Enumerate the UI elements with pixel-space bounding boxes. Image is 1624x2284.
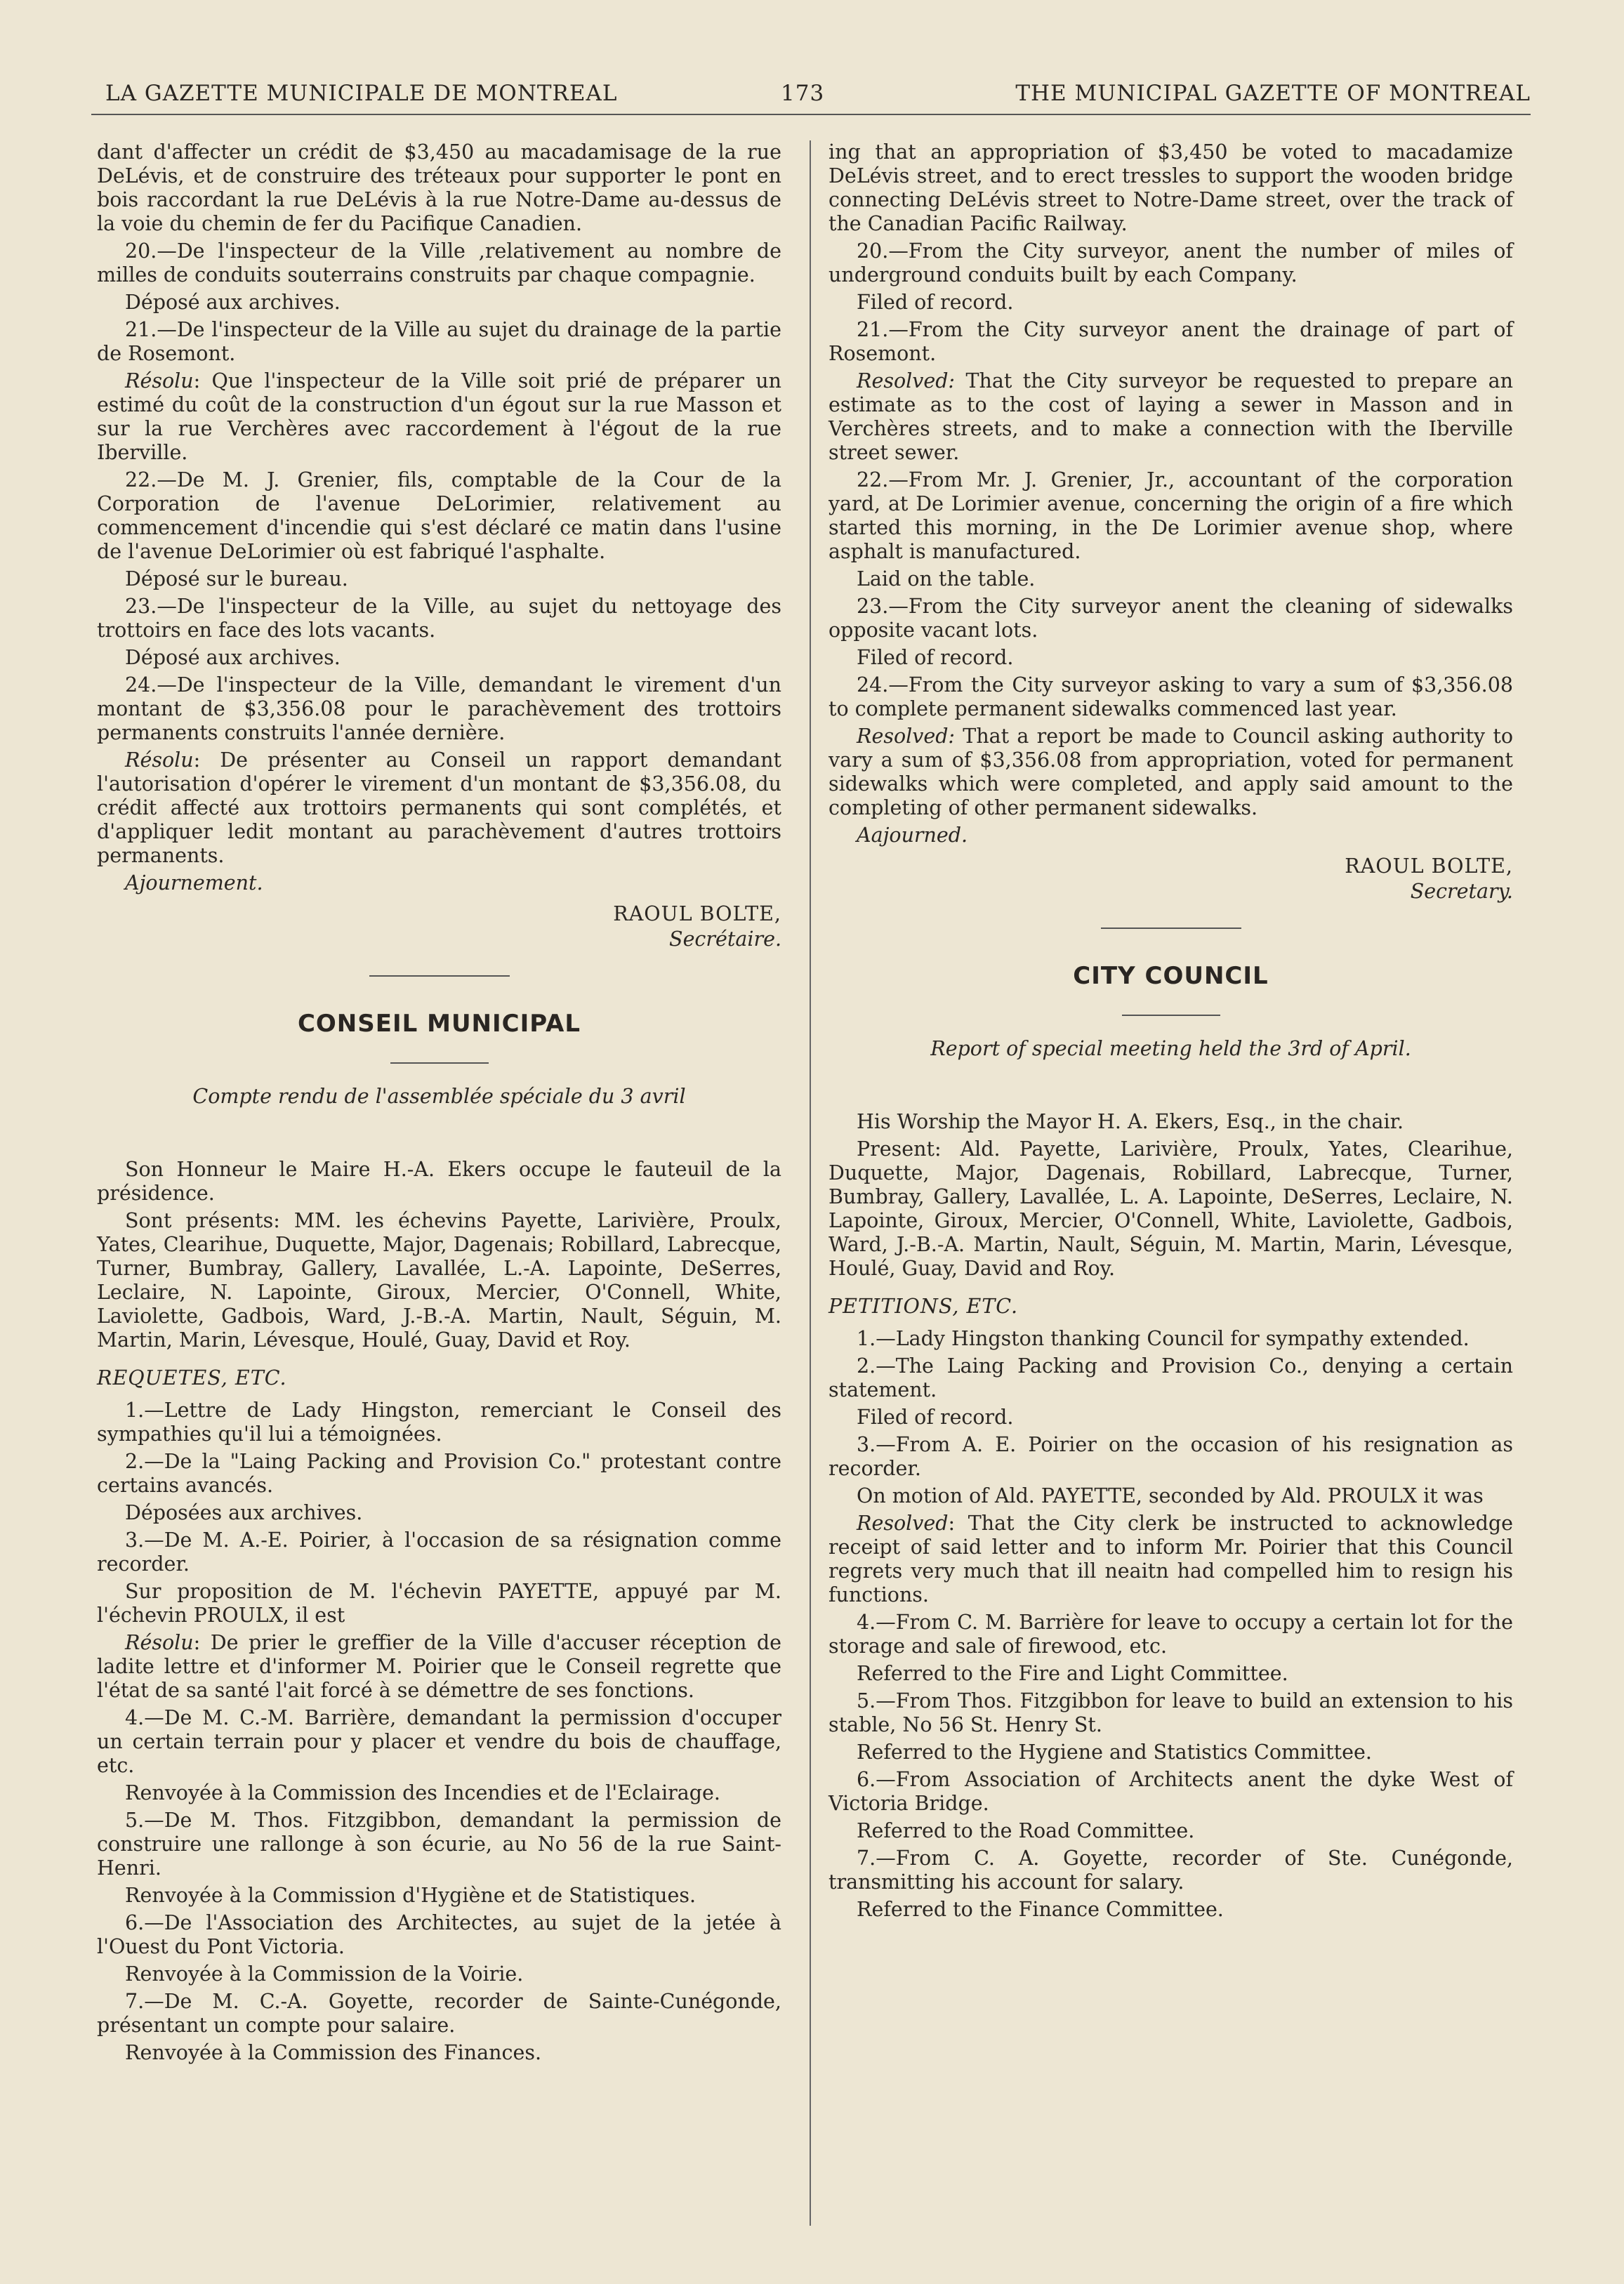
fr-item-20: 20.—De l'inspecteur de la Ville ,relativement au nombre de milles de conduits souterrains construits par chaque compagnie. [97,239,781,286]
en-item-22: 22.—From Mr. J. Grenier, Jr., accountant of the corporation yard, at De Lorimier avenue, concerning the origin of a fire which started this morning, in the De Lorimier avenue shop, where asphalt is manufactured. [828,468,1513,563]
en-petition-5: 5.—From Thos. Fitzgibbon for leave to build an extension to his stable, No 56 St. Henry St. [828,1689,1513,1736]
en-petition-4: 4.—From C. M. Barrière for leave to occupy a certain lot for the storage and sale of firewood, etc. [828,1611,1513,1658]
resolution-text: : That the City clerk be instructed to acknowledge receipt of said letter and to inform Mr. Poirier that this Council regrets very much that ill neaitn had compelled him to resign his functions. [828,1512,1513,1606]
fr-adjournment [97,871,781,895]
header-english-title: THE MUNICIPAL GAZETTE OF MONTREAL [1015,81,1531,106]
en-item-23: 23.—From the City surveyor anent the cleaning of sidewalks opposite vacant lots. [828,595,1513,642]
section-rule [369,975,510,977]
en-petition-3-resolution [828,1512,1513,1607]
resolu-label: Résolu [125,1631,194,1654]
header-french-title: LA GAZETTE MUNICIPALE DE MONTREAL [105,81,618,106]
fr-request-2-action: Déposées aux archives. [125,1501,363,1524]
page-number: 173 [781,81,825,106]
fr-request-6: 6.—De l'Association des Architectes, au sujet de la jetée à l'Ouest du Pont Victoria. [97,1911,781,1958]
en-adjournment [828,824,1513,847]
fr-section-title: CONSEIL MUNICIPAL [297,1010,581,1038]
resolution-text: That a report be made to Council asking authority to vary a sum of $3,356.08 from appropriation, voted for permanent sidewalks which were completed, and apply said amount to the completing of other permanent sidewalks. [828,725,1513,819]
resolved-label: Resolved: [857,369,956,392]
en-item-20-action: Filed of record. [857,291,1014,314]
fr-chair: Son Honneur le Maire H.-A. Ekers occupe le fauteuil de la présidence. [97,1158,781,1205]
resolved-label: Resolved [857,1512,949,1535]
en-petition-6-action: Referred to the Road Committee. [857,1819,1195,1842]
fr-requests-heading: REQUETES, ETC. [97,1366,287,1389]
resolu-label: Résolu [125,748,194,772]
fr-item-22-action: Déposé sur le bureau. [125,567,348,590]
fr-item-24: 24.—De l'inspecteur de la Ville, demandant le virement d'un montant de $3,356.08 pour le parachèvement des trottoirs permanents construits l'année dernière. [97,673,781,744]
en-petition-2: 2.—The Laing Packing and Provision Co., denying a certain statement. [828,1354,1513,1401]
section-rule [1101,928,1241,929]
fr-request-7: 7.—De M. C.-A. Goyette, recorder de Sainte-Cunégonde, présentant un compte pour salaire. [97,1990,781,2037]
adjournment-text: Ajournement. [125,871,263,895]
en-petition-4-action: Referred to the Fire and Light Committee. [857,1662,1288,1685]
en-item-21-resolution [828,369,1513,465]
fr-request-4: 4.—De M. C.-M. Barrière, demandant la permission d'occuper un certain terrain pour y placer et vendre du bois de chauffage, etc. [97,1706,781,1777]
en-subtitle: Report of special meeting held the 3rd of April. [930,1037,1411,1060]
en-section-title: CITY COUNCIL [1073,962,1269,990]
resolu-label: Résolu [125,369,194,392]
en-item-23-action: Filed of record. [857,646,1014,669]
header-rule [91,114,1531,115]
en-petition-5-action: Referred to the Hygiene and Statistics Committee. [857,1741,1372,1764]
fr-signature [97,902,781,951]
resolution-text: : Que l'inspecteur de la Ville soit prié de préparer un estimé du coût de la construction d'un égout sur la rue Masson et sur la rue Verchères avec raccordement à l'égout de la rue Iberville. [97,369,781,464]
en-petition-7-action: Referred to the Finance Committee. [857,1898,1224,1921]
en-item-24: 24.—From the City surveyor asking to vary a sum of $3,356.08 to complete permanent sidewalks commenced last year. [828,673,1513,720]
fr-request-3: 3.—De M. A.-E. Poirier, à l'occasion de sa résignation comme recorder. [97,1529,781,1576]
resolution-text: That the City surveyor be requested to prepare an estimate as to the cost of laying a sewer in Masson and in Verchères streets, and to make a connection with the Iberville street sewer. [828,369,1513,464]
fr-subtitle: Compte rendu de l'assemblée spéciale du 3 avril [192,1085,686,1108]
en-item-22-action: Laid on the table. [857,567,1036,590]
fr-paragraph: dant d'affecter un crédit de $3,450 au macadamisage de la rue DeLévis, et de construire des tréteaux pour supporter le pont en bois raccordant la rue DeLévis à la rue Notre-Dame au-dessus de la voie du chemin de fer du Pacifique Canadien. [97,140,781,235]
en-petition-6: 6.—From Association of Architects anent the dyke West of Victoria Bridge. [828,1768,1513,1815]
en-petitions-heading: PETITIONS, ETC. [828,1295,1019,1318]
en-present: Present: Ald. Payette, Larivière, Proulx, Yates, Clearihue, Duquette, Major, Dagenais, Robillard, Labrecque, Turner, Bumbray, Gallery, Lavallée, L. A. Lapointe, DeSerres, Leclaire, N. Lapointe, Giroux, Mercier, O'Connell, White, Laviolette, Gadbois, Ward, J.-B.-A. Martin, Nault, Séguin, M. Martin, Marin, Lévesque, Houlé, Guay, David and Roy. [828,1137,1513,1280]
en-petition-1: 1.—Lady Hingston thanking Council for sympathy extended. [857,1327,1470,1350]
fr-item-20-action: Déposé aux archives. [125,291,341,314]
fr-request-2: 2.—De la "Laing Packing and Provision Co." protestant contre certains avancés. [97,1450,781,1497]
en-petition-7: 7.—From C. A. Goyette, recorder of Ste. Cunégonde, transmitting his account for salary. [828,1847,1513,1894]
fr-request-3-resolution [97,1631,781,1703]
en-paragraph: ing that an appropriation of $3,450 be voted to macadamize DeLévis street, and to erect tressles to support the wooden bridge connecting DeLévis street to Notre-Dame street, over the track of the Canadian Pacific Railway. [828,140,1513,235]
fr-item-24-resolution [97,748,781,868]
column-divider [810,140,811,2226]
fr-request-4-action: Renvoyée à la Commission des Incendies et de l'Eclairage. [125,1781,720,1804]
resolution-text: : De prier le greffier de la Ville d'accuser réception de ladite lettre et d'informer M. Poirier que le Conseil regrette que l'état de sa santé l'ait forcé à se démettre de ses fonctions. [97,1631,781,1702]
en-item-21: 21.—From the City surveyor anent the drainage of part of Rosemont. [828,318,1513,365]
fr-present: Sont présents: MM. les échevins Payette, Larivière, Proulx, Yates, Clearihue, Duquette, Major, Dagenais; Robillard, Labrecque, Turner, Bumbray, Gallery, Lavallée, L.-A. Lapointe, DeSerres, Leclaire, N. Lapointe, Giroux, Mercier, O'Connell, White, Laviolette, Gadbois, Ward, J.-B.-A. Martin, Nault, Séguin, M. Martin, Marin, Lévesque, Houlé, Guay, David et Roy. [97,1209,781,1352]
en-petition-2-action: Filed of record. [857,1406,1014,1429]
fr-item-21-resolution [97,369,781,465]
french-column [97,140,781,2068]
fr-item-22: 22.—De M. J. Grenier, fils, comptable de la Cour de la Corporation de l'avenue DeLorimier, relativement au commencement d'incendie qui s'est déclaré ce matin dans l'usine de l'avenue DeLorimier où est fabriqué l'asphalte. [97,468,781,563]
fr-request-1: 1.—Lettre de Lady Hingston, remerciant le Conseil des sympathies qu'il lui a témoignées. [97,1399,781,1446]
title-rule [1122,1015,1220,1016]
title-rule [390,1062,489,1064]
resolved-label: Resolved: [857,725,956,748]
signature-title: Secretary. [1410,880,1513,903]
fr-item-21: 21.—De l'inspecteur de la Ville au sujet du drainage de la partie de Rosemont. [97,318,781,365]
fr-request-5-action: Renvoyée à la Commission d'Hygiène et de Statistiques. [125,1884,697,1907]
en-petition-3: 3.—From A. E. Poirier on the occasion of his resignation as recorder. [828,1433,1513,1480]
signature-name: RAOUL BOLTE, [1345,854,1513,878]
fr-request-3-motion: Sur proposition de M. l'échevin PAYETTE, appuyé par M. l'échevin PROULX, il est [97,1580,781,1627]
fr-request-5: 5.—De M. Thos. Fitzgibbon, demandant la permission de construire une rallonge à son écurie, au No 56 de la rue Saint-Henri. [97,1809,781,1880]
fr-request-7-action: Renvoyée à la Commission des Finances. [125,2041,542,2064]
resolution-text: : De présenter au Conseil un rapport demandant l'autorisation d'opérer le virement d'un montant de $3,356.08, du crédit affecté aux trottoirs permanents qui sont complétés, et d'appliquer ledit montant au parachèvement d'autres trottoirs permanents. [97,748,781,867]
signature-name: RAOUL BOLTE, [613,902,781,925]
english-column [828,140,1513,1925]
en-item-24-resolution [828,725,1513,820]
signature-title: Secrétaire. [669,928,781,951]
fr-item-23-action: Déposé aux archives. [125,646,341,669]
fr-request-6-action: Renvoyée à la Commission de la Voirie. [125,1962,524,1986]
page-header [91,74,1531,116]
adjournment-text: Aajourned. [857,824,968,847]
en-petition-3-motion: On motion of Ald. PAYETTE, seconded by Ald. PROULX it was [857,1484,1484,1507]
en-signature [828,854,1513,904]
en-chair: His Worship the Mayor H. A. Ekers, Esq., in the chair. [857,1110,1404,1133]
fr-item-23: 23.—De l'inspecteur de la Ville, au sujet du nettoyage des trottoirs en face des lots vacants. [97,595,781,642]
en-item-20: 20.—From the City surveyor, anent the number of miles of underground conduits built by each Company. [828,239,1513,286]
